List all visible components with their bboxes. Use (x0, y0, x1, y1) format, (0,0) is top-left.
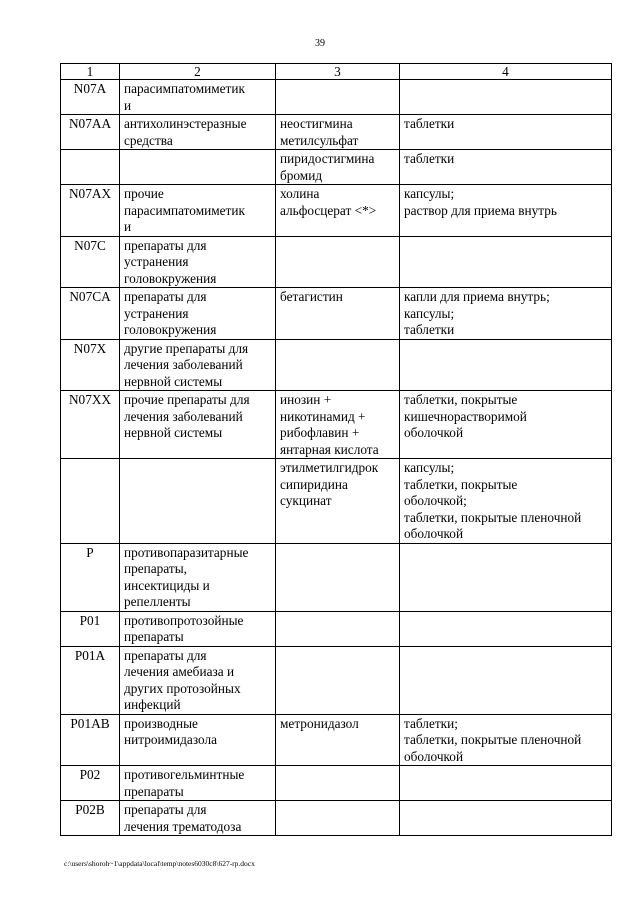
column-header-1: 1 (61, 64, 120, 80)
cell-drug-name (276, 288, 400, 340)
cell-atc-code: P01 (61, 611, 120, 646)
cell-dosage-form (400, 459, 612, 544)
cell-text-line: бромид (280, 167, 323, 183)
cell-text-line: противопаразитарные (124, 544, 249, 560)
cell-drug-name (276, 115, 400, 150)
cell-drug-name (276, 714, 400, 766)
cell-dosage-form (400, 611, 612, 646)
cell-text-line: парасимпатомиметик (124, 202, 245, 218)
cell-text-line: устранения (124, 254, 189, 269)
cell-group-name (120, 766, 276, 801)
table-row (61, 543, 612, 611)
cell-text-line: препараты, (124, 561, 187, 576)
cell-text-line: таблетки (404, 322, 455, 337)
cell-atc-code: P01A (61, 646, 120, 714)
cell-dosage-form (400, 80, 612, 115)
cell-text-line: сипиридина (280, 476, 348, 492)
cell-atc-code: N07CA (61, 288, 120, 340)
cell-text-line: и (124, 219, 132, 234)
table-row (61, 115, 612, 150)
cell-text-line: альфосцерат <*> (280, 202, 377, 218)
cell-text-line: метронидазол (280, 715, 359, 731)
cell-text-line: таблетки (404, 151, 455, 166)
cell-group-name (120, 459, 276, 544)
cell-group-name (120, 288, 276, 340)
cell-text-line: и (124, 97, 132, 113)
cell-text-line: головокружения (124, 270, 217, 286)
cell-dosage-form (400, 646, 612, 714)
column-header-3: 3 (276, 64, 400, 80)
cell-text-line: препараты (124, 783, 184, 799)
cell-dosage-form (400, 339, 612, 391)
cell-text-line: неостигмина (280, 116, 353, 131)
cell-atc-code: P (61, 543, 120, 611)
cell-group-name (120, 185, 276, 237)
cell-dosage-form (400, 391, 612, 459)
cell-dosage-form (400, 115, 612, 150)
cell-drug-name (276, 646, 400, 714)
table-row (61, 339, 612, 391)
cell-group-name (120, 236, 276, 288)
cell-drug-name (276, 391, 400, 459)
cell-text-line: таблетки; (404, 715, 458, 731)
cell-text-line: нервной системы (124, 425, 223, 440)
cell-group-name (120, 646, 276, 714)
cell-text-line: прочие (124, 186, 164, 201)
cell-dosage-form (400, 766, 612, 801)
cell-text-line: таблетки (404, 116, 455, 131)
table-row (61, 459, 612, 544)
cell-text-line: янтарная кислота (280, 441, 379, 457)
cell-text-line: таблетки, покрытые пленочной (404, 509, 582, 525)
cell-atc-code: P02 (61, 766, 120, 801)
table-row (61, 236, 612, 288)
cell-drug-name (276, 80, 400, 115)
cell-atc-code: P01AB (61, 714, 120, 766)
cell-text-line: рибофлавин + (280, 425, 360, 440)
cell-atc-code: N07XX (61, 391, 120, 459)
cell-drug-name (276, 766, 400, 801)
cell-atc-code (61, 150, 120, 185)
cell-text-line: капсулы; (404, 460, 455, 475)
cell-text-line: головокружения (124, 322, 217, 337)
cell-atc-code (61, 459, 120, 544)
cell-text-line: препараты (124, 629, 184, 644)
table-row (61, 766, 612, 801)
cell-text-line: инсектициды и (124, 577, 210, 593)
cell-text-line: производные (124, 715, 198, 731)
cell-text-line: инозин + (280, 392, 332, 407)
cell-dosage-form (400, 801, 612, 836)
cell-dosage-form (400, 236, 612, 288)
column-header-4: 4 (400, 64, 612, 80)
cell-dosage-form (400, 150, 612, 185)
cell-text-line: средства (124, 132, 173, 148)
cell-text-line: препараты для (124, 289, 207, 304)
cell-text-line: раствор для приема внутрь (404, 202, 557, 218)
cell-text-line: холина (280, 186, 320, 201)
cell-text-line: кишечнорастворимой (404, 408, 527, 424)
cell-text-line: нитроимидазола (124, 732, 218, 747)
cell-text-line: антихолинэстеразные (124, 116, 247, 131)
cell-text-line: лечения заболеваний (124, 357, 243, 372)
cell-drug-name (276, 611, 400, 646)
cell-text-line: оболочкой (404, 748, 464, 764)
footer-file-path: c:\users\shoroh~1\appdata\local\temp\notes6030c8\627-rp.docx (64, 859, 255, 868)
cell-drug-name (276, 801, 400, 836)
cell-group-name (120, 801, 276, 836)
cell-text-line: этилметилгидрок (280, 460, 379, 475)
cell-text-line: таблетки, покрытые (404, 476, 518, 492)
cell-text-line: пиридостигмина (280, 151, 375, 166)
cell-text-line: капсулы; (404, 305, 455, 321)
cell-dosage-form (400, 543, 612, 611)
cell-text-line: оболочкой (404, 526, 464, 541)
cell-group-name (120, 611, 276, 646)
cell-text-line: лечения заболеваний (124, 408, 243, 424)
cell-text-line: других протозойных (124, 680, 241, 696)
cell-text-line: таблетки, покрытые (404, 392, 518, 407)
cell-group-name (120, 115, 276, 150)
cell-group-name (120, 150, 276, 185)
cell-dosage-form (400, 288, 612, 340)
cell-text-line: устранения (124, 305, 189, 321)
table-row (61, 801, 612, 836)
table-row (61, 80, 612, 115)
cell-text-line: бетагистин (280, 289, 343, 304)
table-row (61, 611, 612, 646)
cell-text-line: никотинамид + (280, 408, 366, 424)
cell-drug-name (276, 150, 400, 185)
cell-text-line: оболочкой (404, 425, 464, 440)
cell-text-line: другие препараты для (124, 340, 249, 356)
cell-text-line: противопротозойные (124, 612, 244, 628)
cell-text-line: нервной системы (124, 373, 223, 389)
table-row (61, 185, 612, 237)
cell-group-name (120, 543, 276, 611)
cell-atc-code: N07AX (61, 185, 120, 237)
cell-drug-name (276, 543, 400, 611)
cell-text-line: метилсульфат (280, 132, 359, 148)
cell-drug-name (276, 339, 400, 391)
cell-text-line: лечения трематодоза (124, 818, 242, 834)
cell-text-line: репелленты (124, 594, 191, 609)
drug-table (60, 63, 612, 836)
cell-text-line: парасимпатомиметик (124, 81, 245, 96)
cell-text-line: инфекций (124, 697, 181, 712)
cell-text-line: лечения амебиаза и (124, 664, 235, 679)
cell-dosage-form (400, 714, 612, 766)
table-body (61, 80, 612, 836)
cell-group-name (120, 80, 276, 115)
cell-text-line: сукцинат (280, 493, 332, 508)
table-row (61, 714, 612, 766)
cell-text-line: оболочкой; (404, 493, 467, 508)
cell-group-name (120, 391, 276, 459)
cell-text-line: препараты для (124, 237, 207, 253)
cell-text-line: препараты для (124, 802, 207, 817)
cell-atc-code: N07AA (61, 115, 120, 150)
cell-text-line: капсулы; (404, 186, 455, 201)
cell-atc-code: P02B (61, 801, 120, 836)
table-row (61, 150, 612, 185)
cell-text-line: прочие препараты для (124, 392, 250, 407)
table-row (61, 646, 612, 714)
cell-dosage-form (400, 185, 612, 237)
cell-group-name (120, 714, 276, 766)
cell-text-line: препараты для (124, 647, 207, 663)
cell-drug-name (276, 459, 400, 544)
cell-atc-code: N07C (61, 236, 120, 288)
cell-text-line: таблетки, покрытые пленочной (404, 732, 582, 747)
table-row (61, 288, 612, 340)
cell-atc-code: N07X (61, 339, 120, 391)
page-number: 39 (315, 38, 325, 49)
cell-text-line: капли для приема внутрь; (404, 289, 550, 304)
table-row (61, 391, 612, 459)
cell-drug-name (276, 185, 400, 237)
cell-drug-name (276, 236, 400, 288)
table-header-row (61, 64, 612, 80)
cell-atc-code: N07A (61, 80, 120, 115)
cell-group-name (120, 339, 276, 391)
cell-text-line: противогельминтные (124, 767, 245, 782)
column-header-2: 2 (120, 64, 276, 80)
